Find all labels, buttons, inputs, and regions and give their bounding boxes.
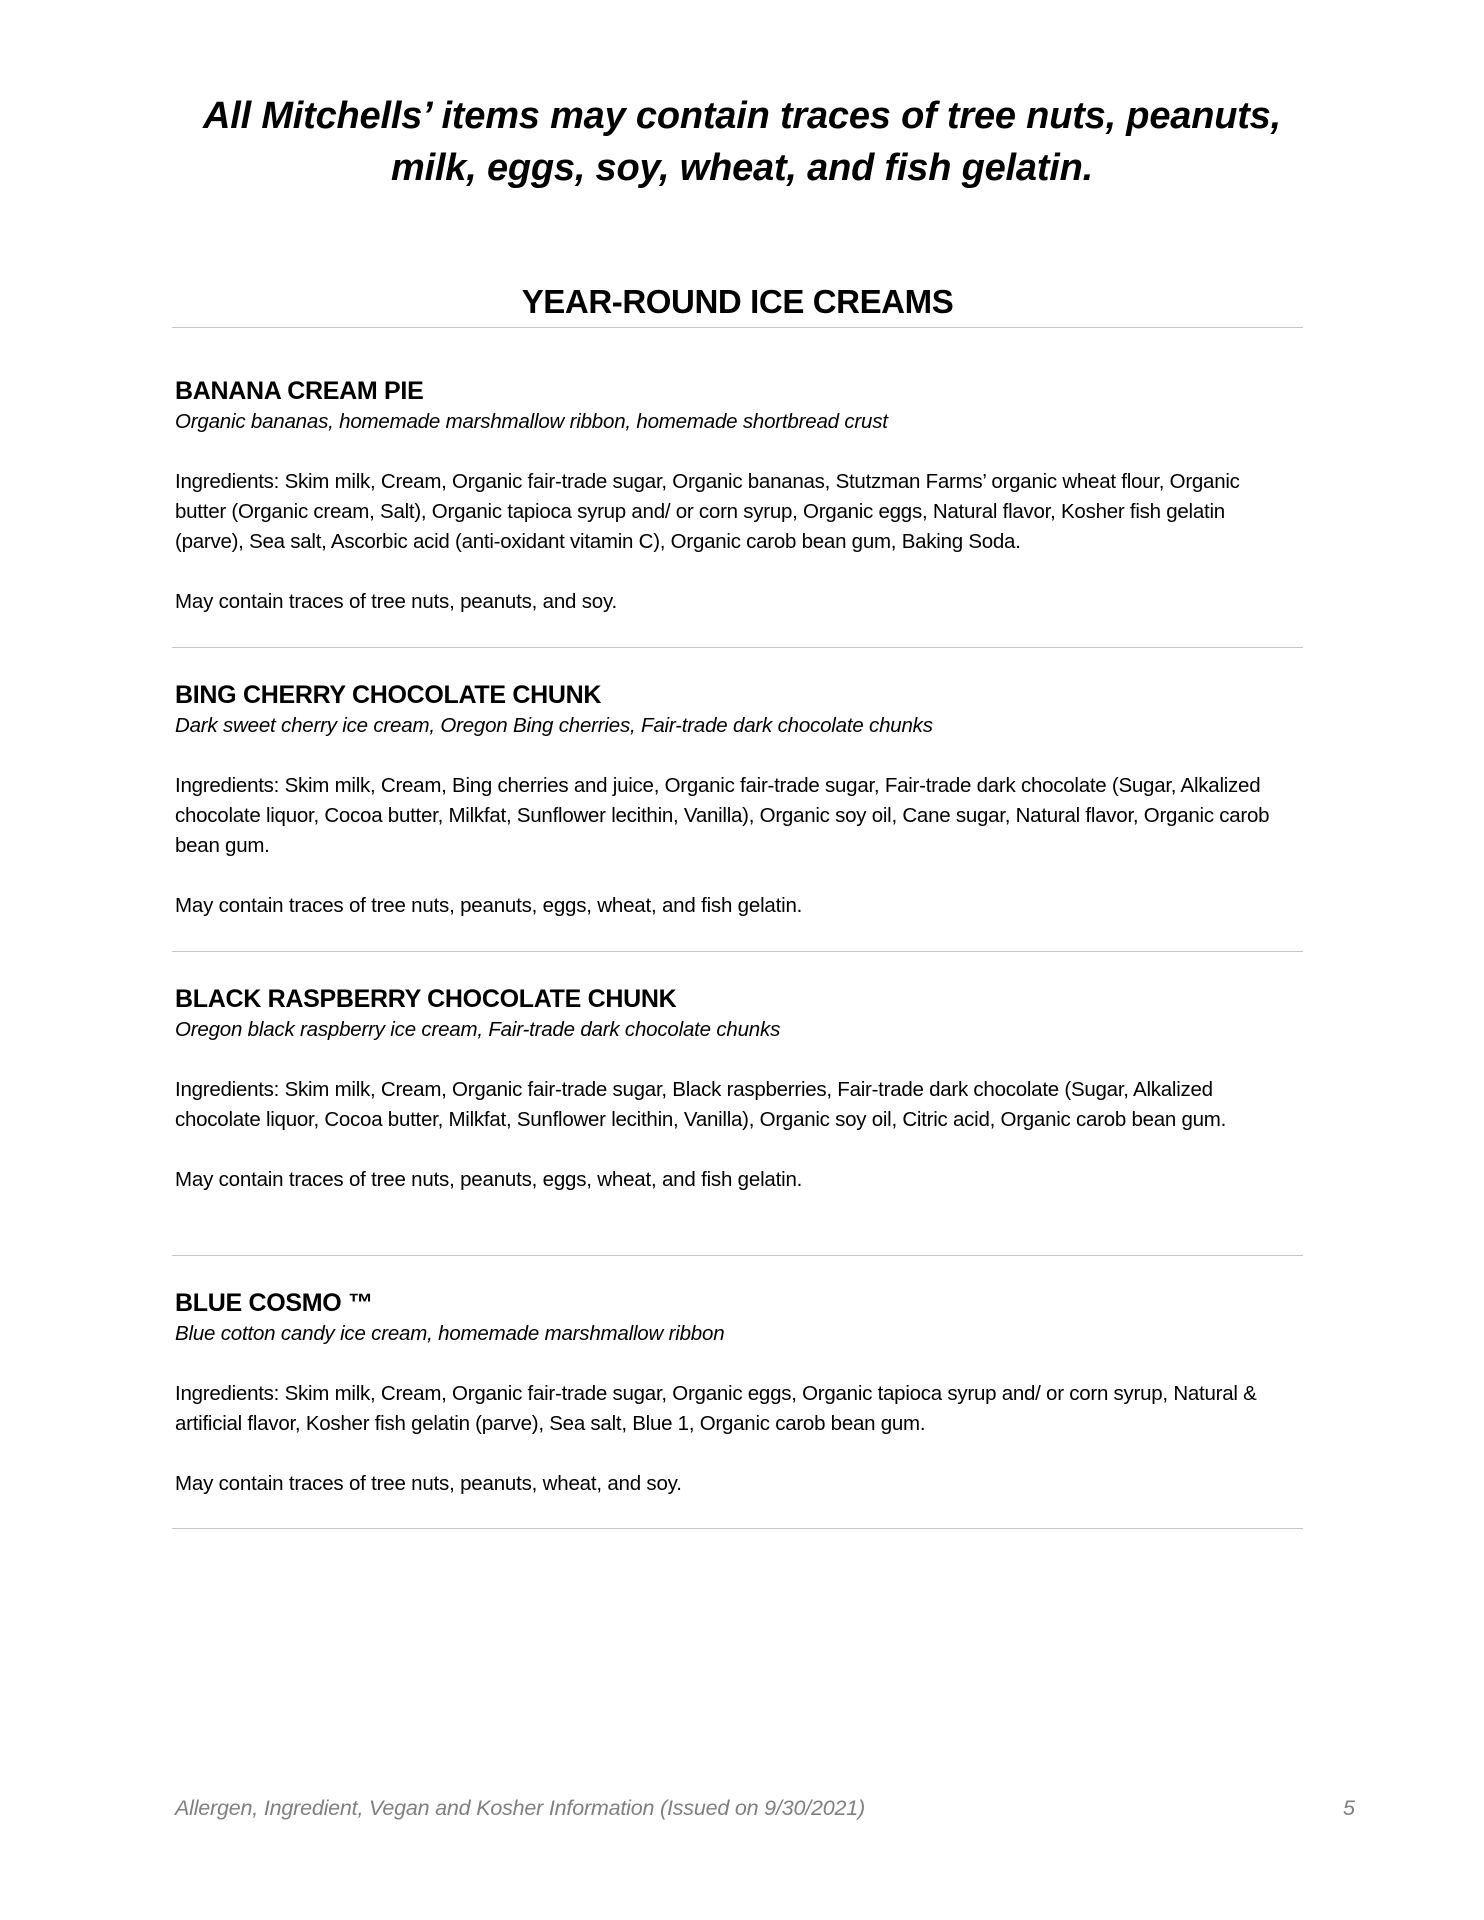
- flavor-ingredients: Ingredients: Skim milk, Cream, Organic fair-trade sugar, Organic eggs, Organic tapioca syrup and/ or corn syrup, Natural & artificial flavor, Kosher fish gelatin (parve), Sea salt, Blue 1, Organic carob bean gum.: [175, 1382, 1257, 1435]
- flavor-description: Organic bananas, homemade marshmallow ribbon, homemade shortbread crust: [175, 410, 888, 433]
- section-title: YEAR-ROUND ICE CREAMS: [521, 283, 954, 320]
- flavor-description: Dark sweet cherry ice cream, Oregon Bing cherries, Fair-trade dark chocolate chunks: [175, 714, 933, 737]
- footer-page-number: 5: [1343, 1796, 1355, 1820]
- entry-divider: [172, 1528, 1303, 1529]
- flavor-entry-black-raspberry-chocolate-chunk: [175, 983, 1285, 1195]
- flavor-may-contain: May contain traces of tree nuts, peanuts, and soy.: [175, 590, 618, 613]
- flavor-ingredients: Ingredients: Skim milk, Cream, Bing cherries and juice, Organic fair-trade sugar, Fair-trade dark chocolate (Sugar, Alkalized chocolate liquor, Cocoa butter, Milkfat, Sunflower lecithin, Vanilla), Organic soy oil, Cane sugar, Natural flavor, Organic carob bean gum.: [175, 774, 1270, 857]
- entry-divider: [172, 1255, 1303, 1256]
- flavor-name: BLACK RASPBERRY CHOCOLATE CHUNK: [175, 985, 677, 1013]
- allergen-banner: [150, 90, 1334, 194]
- flavor-name: BANANA CREAM PIE: [175, 377, 424, 405]
- flavor-ingredients: Ingredients: Skim milk, Cream, Organic fair-trade sugar, Black raspberries, Fair-trade dark chocolate (Sugar, Alkalized chocolate liquor, Cocoa butter, Milkfat, Sunflower lecithin, Vanilla), Organic soy oil, Citric acid, Organic carob bean gum.: [175, 1078, 1227, 1131]
- section-divider: [172, 327, 1303, 328]
- flavor-name: BING CHERRY CHOCOLATE CHUNK: [175, 681, 602, 709]
- footer-document-info: Allergen, Ingredient, Vegan and Kosher Information (Issued on 9/30/2021): [175, 1796, 865, 1820]
- flavor-description: Blue cotton candy ice cream, homemade marshmallow ribbon: [175, 1322, 725, 1345]
- allergen-banner-line-2: milk, eggs, soy, wheat, and fish gelatin.: [391, 147, 1093, 189]
- flavor-entry-bing-cherry-chocolate-chunk: [175, 679, 1285, 921]
- allergen-banner-line-1: All Mitchells’ items may contain traces of tree nuts, peanuts,: [203, 95, 1281, 137]
- entry-divider: [172, 647, 1303, 648]
- flavor-ingredients: Ingredients: Skim milk, Cream, Organic fair-trade sugar, Organic bananas, Stutzman Farms’ organic wheat flour, Organic butter (Organic cream, Salt), Organic tapioca syrup and/ or corn syrup, Organic eggs, Natural flavor, Kosher fish gelatin (parve), Sea salt, Ascorbic acid (anti-oxidant vitamin C), Organic carob bean gum, Baking Soda.: [175, 470, 1240, 553]
- flavor-name: BLUE COSMO ™: [175, 1289, 373, 1317]
- flavor-description: Oregon black raspberry ice cream, Fair-trade dark chocolate chunks: [175, 1018, 781, 1041]
- flavor-entry-blue-cosmo: [175, 1287, 1285, 1499]
- flavor-may-contain: May contain traces of tree nuts, peanuts, wheat, and soy.: [175, 1472, 682, 1495]
- flavor-may-contain: May contain traces of tree nuts, peanuts, eggs, wheat, and fish gelatin.: [175, 894, 803, 917]
- flavor-entry-banana-cream-pie: [175, 375, 1285, 617]
- flavor-may-contain: May contain traces of tree nuts, peanuts, eggs, wheat, and fish gelatin.: [175, 1168, 803, 1191]
- entry-divider: [172, 951, 1303, 952]
